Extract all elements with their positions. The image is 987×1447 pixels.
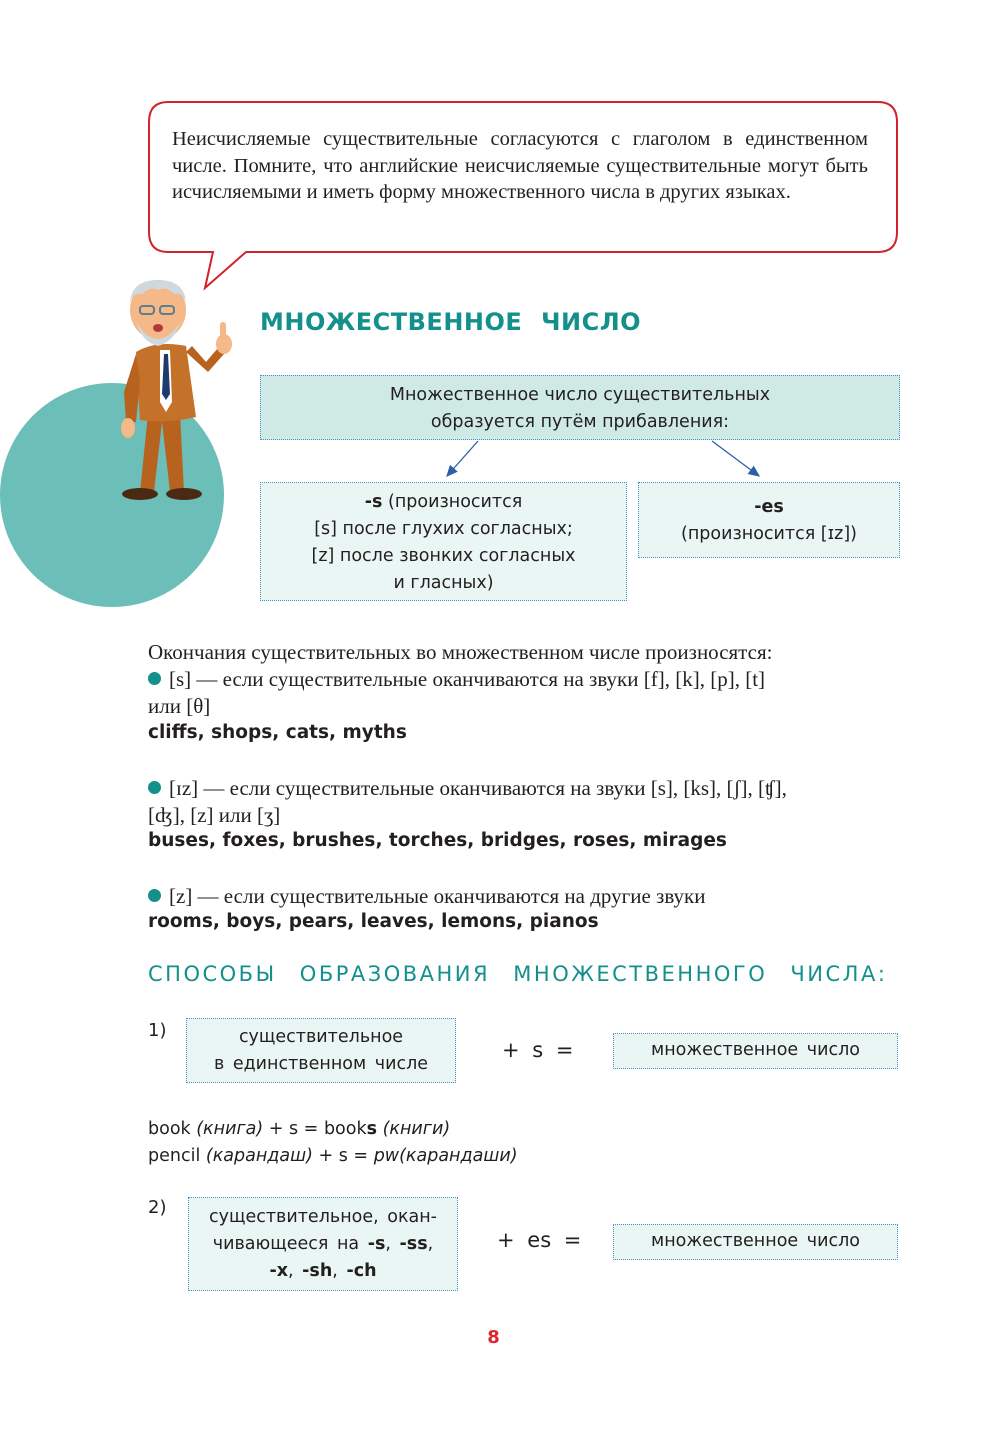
box-line: чивающееся на -s, -ss, [212,1234,434,1254]
rule2-input-box [188,1197,458,1291]
box-line: и гласных) [393,573,494,593]
box-line: (произносится [ɪz]) [681,524,857,544]
box-line: образуется путём прибавления: [430,412,730,432]
section-title-plural: МНОЖЕСТВЕННОЕ ЧИСЛО [260,308,642,336]
professor-illustration [96,272,256,504]
suffix-es: -es [754,497,784,517]
bubble-text: Неисчисляемые существительные согласуются с глаголом в единственном числе. Помните, что английские неисчисляемые существительные могут быть исчисляемыми и иметь форму множественного числа в других языках. [172,128,868,203]
bullet-icon [148,889,161,902]
endings-item-2-cont: [ʤ], [z] или [ʒ] [148,803,281,827]
rule-number: 2) [148,1197,167,1218]
endings-item-1-cont: или [θ] [148,694,211,718]
suffix-s-box [260,482,627,601]
box-line: в единственном числе [213,1054,429,1074]
box-line: существительное, окан- [209,1207,437,1227]
box-line: Множественное число существительных [389,385,771,405]
example-pencil: pencil (карандаш) + s = pw(карандаши) [148,1146,518,1166]
box-line: -x, -sh, -ch [269,1261,377,1281]
rule2-operator: + es = [497,1228,582,1252]
box-line: [z] после звонких согласных [311,546,576,566]
example-book: book (книга) + s = books (книги) [148,1119,451,1139]
box-line: (произносится [382,492,523,512]
box-line: [s] после глухих согласных; [314,519,573,539]
rule2-result-box: множественное число [613,1224,898,1260]
endings-intro: Окончания существительных во множественном числе произносятся: [148,640,773,664]
endings-item-1: [s] — если существительные оканчиваются на звуки [f], [k], [p], [t] [148,666,765,693]
examples-iz: buses, foxes, brushes, torches, bridges, roses, mirages [148,830,727,851]
endings-item-3: [z] — если существительные оканчиваются на другие звуки [148,883,705,910]
suffix-s: -s [364,492,383,512]
bullet-icon [148,672,161,685]
rule1-result-box: множественное число [613,1033,898,1069]
rule1-operator: + s = [502,1038,574,1062]
examples-z: rooms, boys, pears, leaves, lemons, pianos [148,911,599,932]
suffix-es-box [638,482,900,558]
box-line: существительное [238,1027,404,1047]
examples-s: cliffs, shops, cats, myths [148,722,407,743]
rule-number: 1) [148,1020,167,1041]
rule1-input-box [186,1018,456,1083]
plural-formation-box [260,375,900,440]
section-title-methods: СПОСОБЫ ОБРАЗОВАНИЯ МНОЖЕСТВЕННОГО ЧИСЛА: [148,962,888,986]
endings-item-2: [ɪz] — если существительные оканчиваются на звуки [s], [ks], [ʃ], [ʧ], [148,775,787,802]
page-number: 8 [487,1327,500,1348]
bullet-icon [148,781,161,794]
